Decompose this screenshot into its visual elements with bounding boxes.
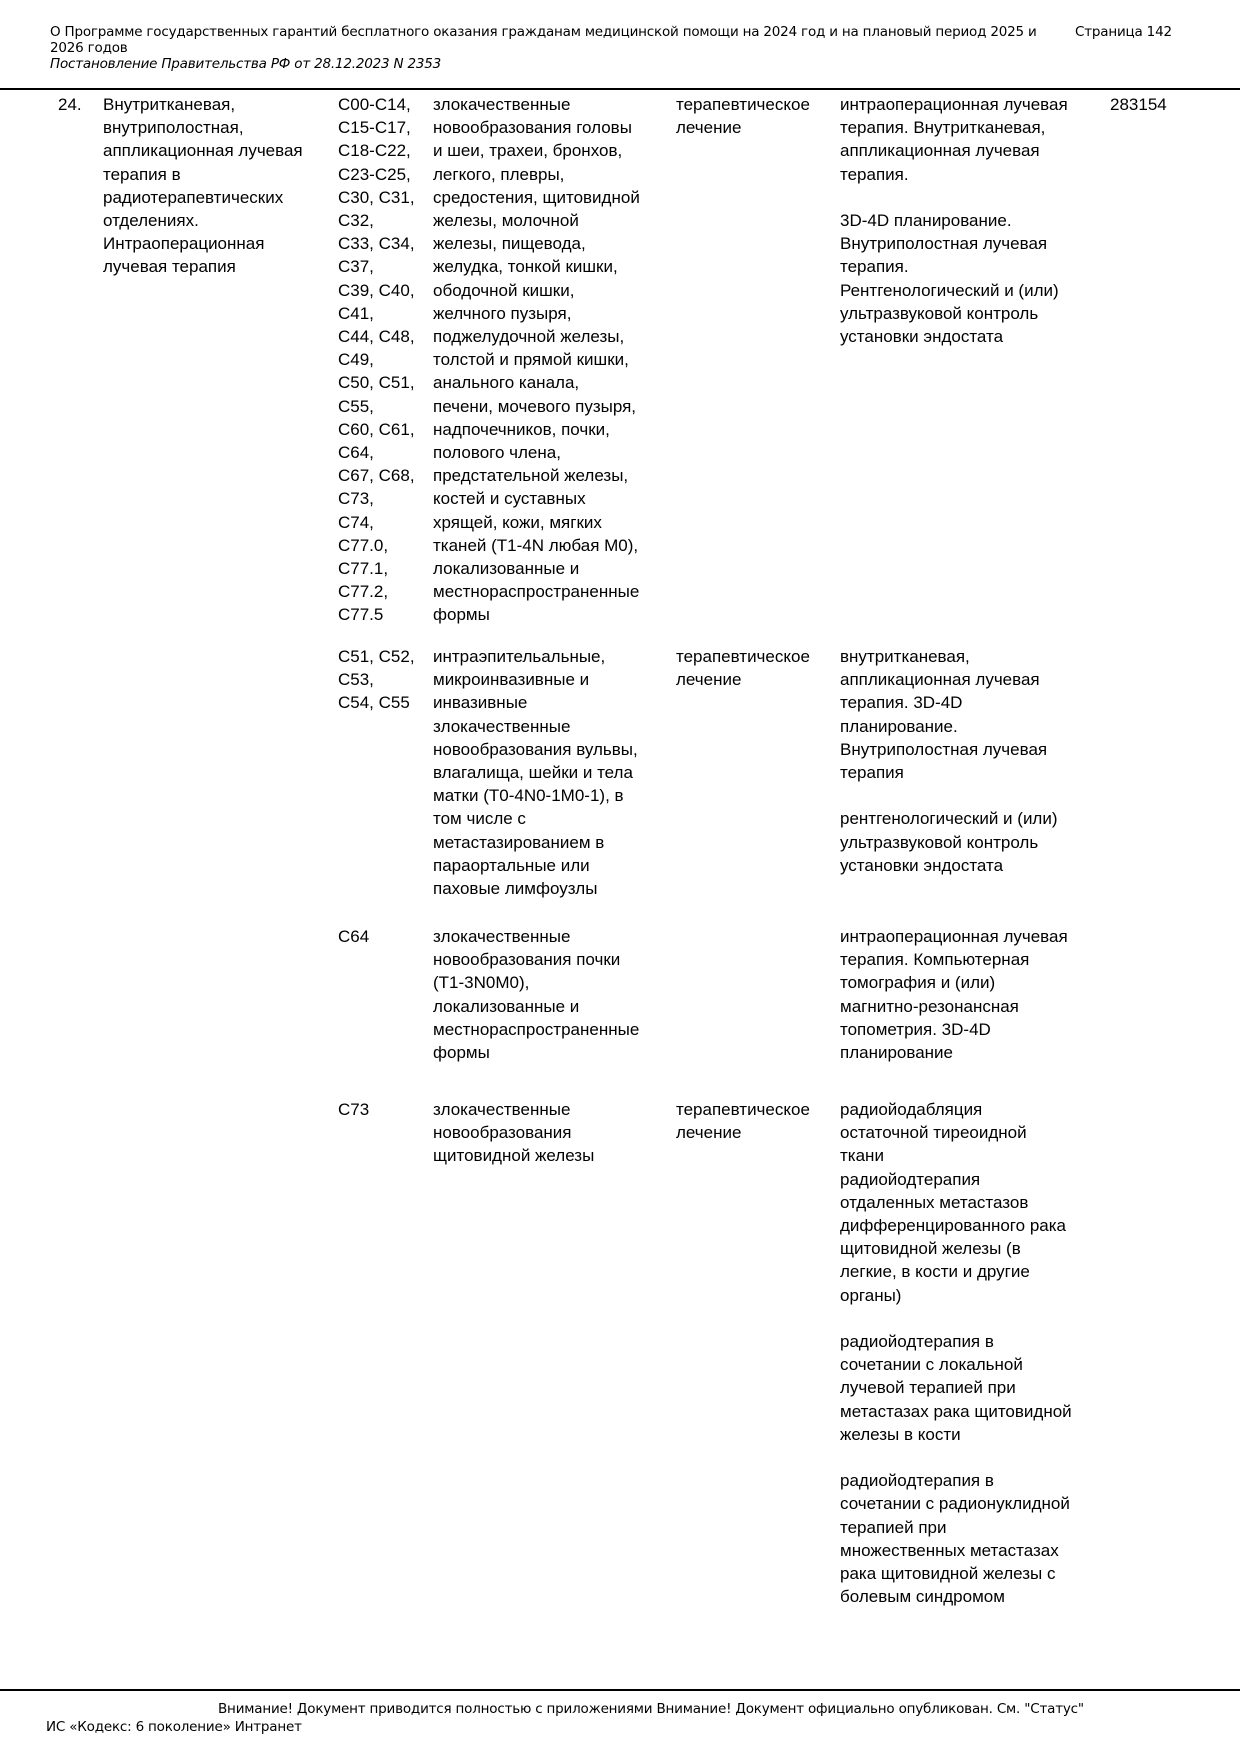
page-header (50, 24, 1180, 72)
treatment-type: терапевтическое лечение (676, 95, 810, 138)
document-subtitle: Постановление Правительства РФ от 28.12.2023 N 2353 (50, 56, 442, 72)
cost-value: 283154 (1110, 95, 1167, 114)
diagnosis: злокачественные новообразования щитовидной железы (433, 1100, 595, 1166)
treatment-type: терапевтическое лечение (676, 647, 810, 690)
icd-codes: C51, C52, C53, C54, C55 (338, 647, 415, 713)
treatment-method: интраоперационная лучевая терапия. Компьютерная томография и (или) магнитно-резонансная топометрия. 3D-4D планирование (840, 927, 1068, 1063)
diagnosis: злокачественные новообразования почки (T1-3N0M0), локализованные и местнораспространенные формы (433, 927, 640, 1063)
entry-name: Внутритканевая, внутриполостная, аппликационная лучевая терапия в радиотерапевтических отделениях. Интраоперационная лучевая терапия (103, 95, 303, 277)
header-divider (0, 88, 1240, 90)
entry-number: 24. (58, 95, 82, 114)
footer-system: ИС «Кодекс: 6 поколение» Интранет (46, 1719, 302, 1735)
treatment-type: терапевтическое лечение (676, 1100, 810, 1143)
diagnosis: интраэпительальные, микроинвазивные и инвазивные злокачественные новообразования вульвы, влагалища, шейки и тела матки (T0-4N0-1M0-1), в том числе с метастазированием в параортальные или паховые лимфоузлы (433, 647, 638, 899)
page-number: Страница 142 (1075, 24, 1172, 40)
treatment-method: внутритканевая, аппликационная лучевая терапия. 3D-4D планирование. Внутриполостная лучевая терапия рентгенологический и (или) ультразвуковой контроль установки эндостата (840, 647, 1058, 875)
diagnosis: злокачественные новообразования головы и шеи, трахеи, бронхов, легкого, плевры, средостения, щитовидной железы, молочной железы, пищевода, желудка, тонкой кишки, ободочной кишки, желчного пузыря, поджелудочной железы, толстой и прямой кишки, анального канала, печени, мочевого пузыря, надпочечников, почки, полового члена, предстательной железы, костей и суставных хрящей, кожи, мягких тканей (T1-4N любая M0), локализованные и местнораспространенные формы (433, 95, 640, 625)
icd-codes: C64 (338, 927, 370, 946)
footer-notice: Внимание! Документ приводится полностью с приложениями Внимание! Документ официально опубликован. См. "Статус" (218, 1701, 1084, 1717)
icd-codes: C73 (338, 1100, 370, 1119)
treatment-method: радиойодабляция остаточной тиреоидной ткани радиойодтерапия отдаленных метастазов дифференцированного рака щитовидной железы (в легкие, в кости и другие органы) радиойодтерапия в сочетании с локальной лучевой терапией при метастазах рака щитовидной железы в кости радиойодтерапия в сочетании с радионуклидной терапией при множественных метастазах рака щитовидной железы с болевым синдромом (840, 1100, 1072, 1607)
footer-divider (0, 1689, 1240, 1691)
document-title: О Программе государственных гарантий бесплатного оказания гражданам медицинской помощи на 2024 год и на плановый период 2025 и 2026 годов (50, 24, 1037, 56)
icd-codes: C00-C14, C15-C17, C18-C22, C23-C25, C30, C31, C32, C33, C34, C37, C39, C40, C41, C44, C48, C49, C50, C51, C55, C60, C61, C64, C67, C68, C73, C74, C77.0, C77.1, C77.2, C77.5 (338, 95, 415, 625)
treatment-method: интраоперационная лучевая терапия. Внутритканевая, аппликационная лучевая терапия. 3D-4D планирование. Внутриполостная лучевая терапия. Рентгенологический и (или) ультразвуковой контроль установки эндостата (840, 95, 1068, 347)
